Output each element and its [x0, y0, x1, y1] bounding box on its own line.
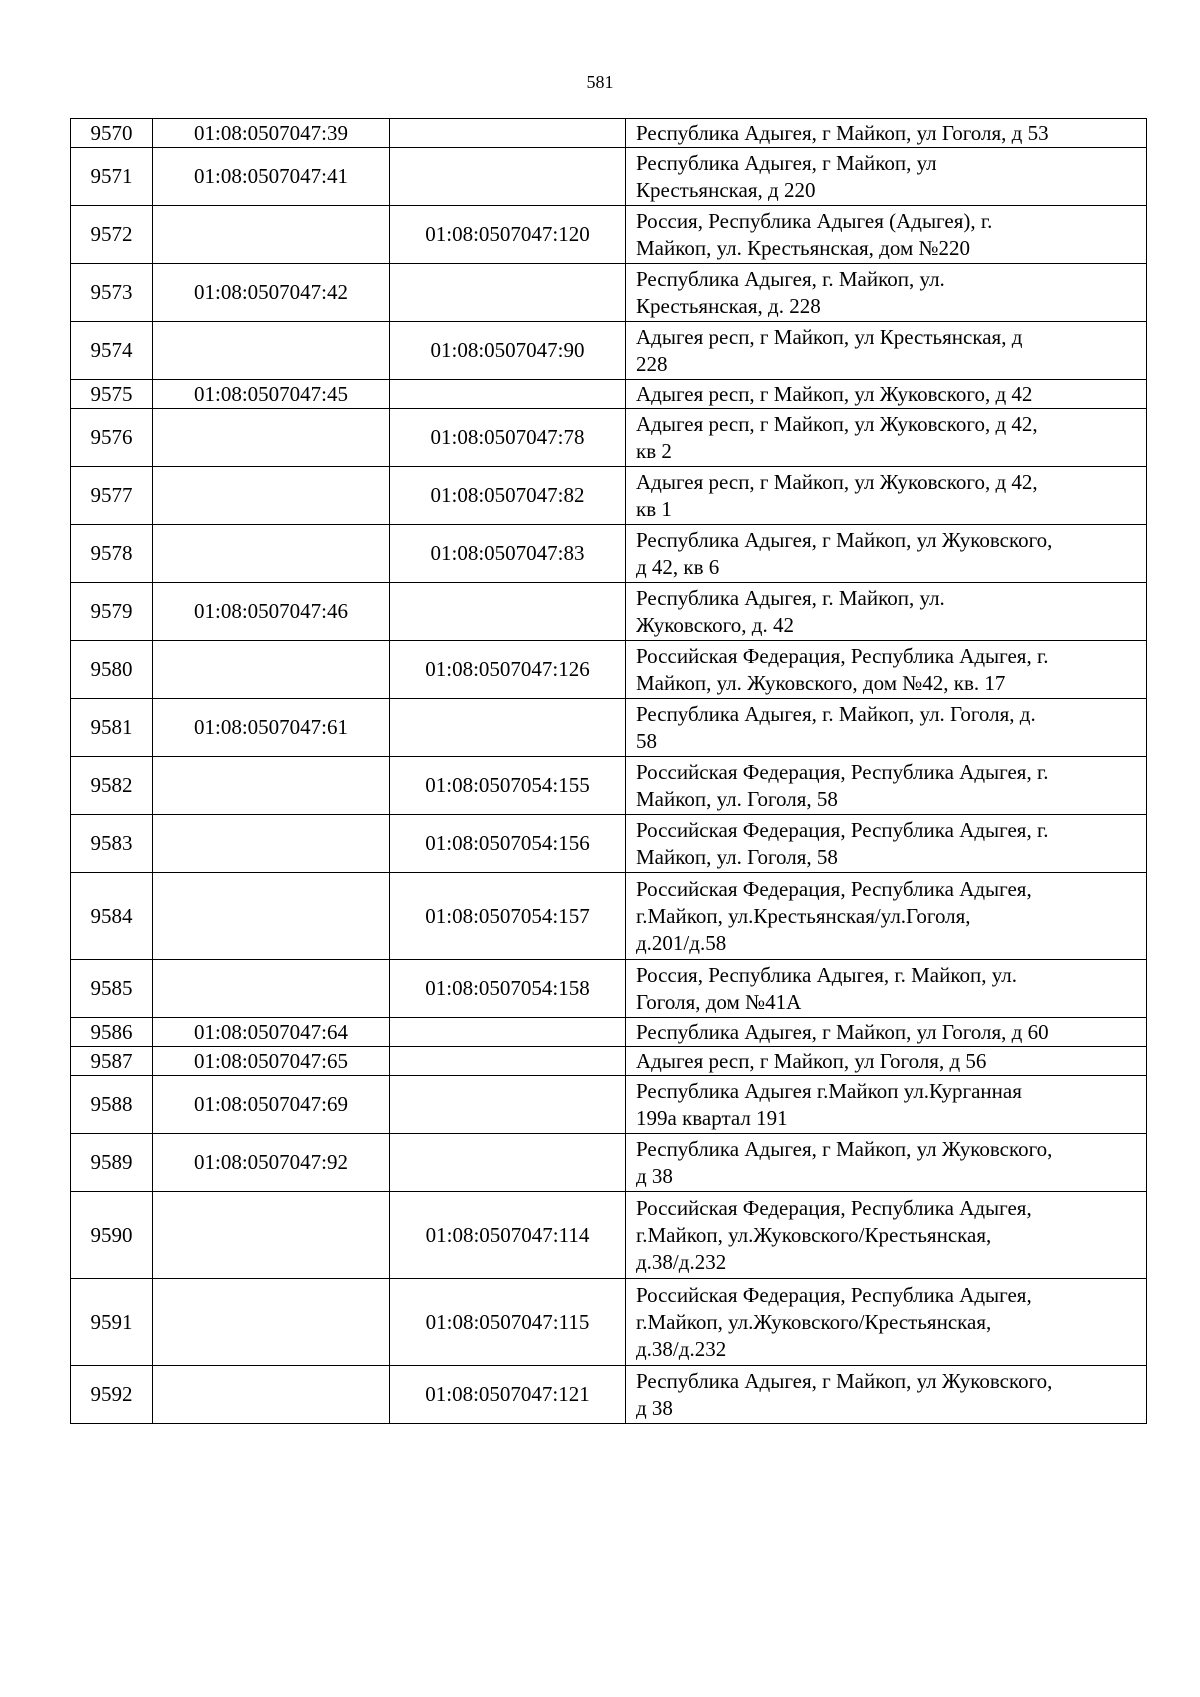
table-row	[71, 873, 1147, 960]
table-row	[71, 1134, 1147, 1192]
related-cadastral-number-cell	[390, 148, 626, 206]
cadastral-number-cell	[153, 815, 390, 873]
row-number-cell: 9584	[71, 873, 153, 960]
table-row	[71, 409, 1147, 467]
address-line: кв 2	[636, 438, 672, 463]
address-line: Россия, Республика Адыгея, г. Майкоп, ул.	[636, 962, 1018, 987]
cadastral-number-cell	[153, 960, 390, 1018]
related-cadastral-number-cell: 01:08:0507054:157	[390, 873, 626, 960]
address-line: д 38	[636, 1395, 673, 1420]
row-number-cell: 9575	[71, 380, 153, 409]
address-line: Майкоп, ул. Жуковского, дом №42, кв. 17	[636, 670, 1006, 695]
related-cadastral-number-cell	[390, 1134, 626, 1192]
cadastral-number-cell	[153, 1366, 390, 1424]
cadastral-number-cell: 01:08:0507047:45	[153, 380, 390, 409]
related-cadastral-number-cell: 01:08:0507047:90	[390, 322, 626, 380]
related-cadastral-number-cell: 01:08:0507047:78	[390, 409, 626, 467]
address-line: Адыгея респ, г Майкоп, ул Жуковского, д 42,	[636, 469, 1038, 494]
row-number-cell: 9592	[71, 1366, 153, 1424]
table-row	[71, 583, 1147, 641]
address-line: кв 1	[636, 496, 672, 521]
related-cadastral-number-cell	[390, 699, 626, 757]
cadastral-number-cell	[153, 206, 390, 264]
address-cell	[626, 1192, 1147, 1279]
row-number-cell: 9574	[71, 322, 153, 380]
table-row	[71, 525, 1147, 583]
table-row	[71, 322, 1147, 380]
address-cell	[626, 1047, 1147, 1076]
address-line: Российская Федерация, Республика Адыгея, г.	[636, 759, 1049, 784]
related-cadastral-number-cell	[390, 119, 626, 148]
cadastral-number-cell: 01:08:0507047:41	[153, 148, 390, 206]
row-number-cell: 9570	[71, 119, 153, 148]
address-line: Крестьянская, д. 228	[636, 293, 821, 318]
address-line: 228	[636, 351, 668, 376]
address-line: Республика Адыгея, г Майкоп, ул Жуковского,	[636, 1136, 1053, 1161]
row-number-cell: 9589	[71, 1134, 153, 1192]
address-line: Крестьянская, д 220	[636, 177, 816, 202]
related-cadastral-number-cell: 01:08:0507054:156	[390, 815, 626, 873]
address-line: Майкоп, ул. Крестьянская, дом №220	[636, 235, 971, 260]
table-row	[71, 699, 1147, 757]
cadastral-number-cell	[153, 1192, 390, 1279]
related-cadastral-number-cell: 01:08:0507054:155	[390, 757, 626, 815]
address-cell	[626, 206, 1147, 264]
address-cell	[626, 583, 1147, 641]
related-cadastral-number-cell: 01:08:0507054:158	[390, 960, 626, 1018]
address-line: Гоголя, дом №41А	[636, 989, 802, 1014]
address-line: д.201/д.58	[636, 930, 727, 955]
table-row	[71, 264, 1147, 322]
row-number-cell: 9588	[71, 1076, 153, 1134]
cadastral-number-cell: 01:08:0507047:46	[153, 583, 390, 641]
address-cell	[626, 815, 1147, 873]
address-line: Российская Федерация, Республика Адыгея, г.	[636, 643, 1049, 668]
address-line: Адыгея респ, г Майкоп, ул Жуковского, д 42,	[636, 411, 1038, 436]
related-cadastral-number-cell	[390, 583, 626, 641]
page-number: 581	[586, 72, 614, 92]
related-cadastral-number-cell	[390, 1018, 626, 1047]
address-cell	[626, 322, 1147, 380]
row-number-cell: 9585	[71, 960, 153, 1018]
related-cadastral-number-cell: 01:08:0507047:120	[390, 206, 626, 264]
table-row	[71, 380, 1147, 409]
row-number-cell: 9591	[71, 1279, 153, 1366]
address-line: Жуковского, д. 42	[636, 612, 794, 637]
address-cell	[626, 409, 1147, 467]
address-line: д 42, кв 6	[636, 554, 720, 579]
address-cell	[626, 380, 1147, 409]
address-cell	[626, 1279, 1147, 1366]
table-row	[71, 1366, 1147, 1424]
address-line: Республика Адыгея, г. Майкоп, ул.	[636, 585, 945, 610]
row-number-cell: 9582	[71, 757, 153, 815]
cadastral-number-cell	[153, 757, 390, 815]
table-row	[71, 1076, 1147, 1134]
table-row	[71, 757, 1147, 815]
address-cell	[626, 873, 1147, 960]
related-cadastral-number-cell	[390, 264, 626, 322]
row-number-cell: 9576	[71, 409, 153, 467]
table-row	[71, 1279, 1147, 1366]
address-cell	[626, 119, 1147, 148]
address-cell	[626, 960, 1147, 1018]
address-line: г.Майкоп, ул.Крестьянская/ул.Гоголя,	[636, 903, 971, 928]
address-cell	[626, 1018, 1147, 1047]
address-line: Майкоп, ул. Гоголя, 58	[636, 786, 838, 811]
cadastral-number-cell	[153, 525, 390, 583]
row-number-cell: 9587	[71, 1047, 153, 1076]
address-line: г.Майкоп, ул.Жуковского/Крестьянская,	[636, 1222, 992, 1247]
address-cell	[626, 1366, 1147, 1424]
address-line: Российская Федерация, Республика Адыгея,	[636, 1195, 1032, 1220]
address-line: Майкоп, ул. Гоголя, 58	[636, 844, 838, 869]
address-cell	[626, 264, 1147, 322]
table-row	[71, 960, 1147, 1018]
address-line: Адыгея респ, г Майкоп, ул Гоголя, д 56	[636, 1048, 987, 1073]
address-line: Российская Федерация, Республика Адыгея,	[636, 1282, 1032, 1307]
cadastral-number-cell: 01:08:0507047:42	[153, 264, 390, 322]
address-cell	[626, 1134, 1147, 1192]
related-cadastral-number-cell: 01:08:0507047:126	[390, 641, 626, 699]
cadastral-number-cell: 01:08:0507047:64	[153, 1018, 390, 1047]
row-number-cell: 9580	[71, 641, 153, 699]
cadastral-number-cell: 01:08:0507047:65	[153, 1047, 390, 1076]
related-cadastral-number-cell: 01:08:0507047:121	[390, 1366, 626, 1424]
related-cadastral-number-cell: 01:08:0507047:114	[390, 1192, 626, 1279]
address-cell	[626, 525, 1147, 583]
cadastral-number-cell	[153, 409, 390, 467]
address-line: Российская Федерация, Республика Адыгея,	[636, 876, 1032, 901]
address-line: Адыгея респ, г Майкоп, ул Крестьянская, д	[636, 324, 1023, 349]
address-line: Республика Адыгея, г. Майкоп, ул. Гоголя, д.	[636, 701, 1036, 726]
table-row	[71, 1047, 1147, 1076]
cadastral-number-cell	[153, 1279, 390, 1366]
address-line: Республика Адыгея г.Майкоп ул.Курганная	[636, 1078, 1022, 1103]
address-line: г.Майкоп, ул.Жуковского/Крестьянская,	[636, 1309, 992, 1334]
row-number-cell: 9586	[71, 1018, 153, 1047]
table-row	[71, 1018, 1147, 1047]
address-line: Адыгея респ, г Майкоп, ул Жуковского, д 42	[636, 381, 1033, 406]
row-number-cell: 9590	[71, 1192, 153, 1279]
row-number-cell: 9581	[71, 699, 153, 757]
address-line: Республика Адыгея, г Майкоп, ул Гоголя, д 53	[636, 120, 1049, 145]
table-row	[71, 815, 1147, 873]
related-cadastral-number-cell	[390, 1076, 626, 1134]
address-line: д.38/д.232	[636, 1336, 727, 1361]
related-cadastral-number-cell: 01:08:0507047:83	[390, 525, 626, 583]
cadastral-number-cell: 01:08:0507047:39	[153, 119, 390, 148]
related-cadastral-number-cell: 01:08:0507047:115	[390, 1279, 626, 1366]
row-number-cell: 9579	[71, 583, 153, 641]
address-cell	[626, 1076, 1147, 1134]
address-cell	[626, 699, 1147, 757]
address-cell	[626, 148, 1147, 206]
address-line: Республика Адыгея, г. Майкоп, ул.	[636, 266, 945, 291]
address-line: Российская Федерация, Республика Адыгея, г.	[636, 817, 1049, 842]
row-number-cell: 9572	[71, 206, 153, 264]
table-row	[71, 148, 1147, 206]
address-line: д 38	[636, 1163, 673, 1188]
address-line: Республика Адыгея, г Майкоп, ул Гоголя, д 60	[636, 1019, 1049, 1044]
related-cadastral-number-cell	[390, 380, 626, 409]
table-row	[71, 119, 1147, 148]
cadastral-number-cell	[153, 467, 390, 525]
row-number-cell: 9578	[71, 525, 153, 583]
cadastral-number-cell: 01:08:0507047:61	[153, 699, 390, 757]
address-line: Республика Адыгея, г Майкоп, ул Жуковского,	[636, 1368, 1053, 1393]
table-row	[71, 467, 1147, 525]
address-line: д.38/д.232	[636, 1249, 727, 1274]
address-line: 58	[636, 728, 657, 753]
table-row	[71, 641, 1147, 699]
table-row	[71, 1192, 1147, 1279]
cadastral-number-cell: 01:08:0507047:92	[153, 1134, 390, 1192]
address-line: Республика Адыгея, г Майкоп, ул Жуковского,	[636, 527, 1053, 552]
row-number-cell: 9573	[71, 264, 153, 322]
row-number-cell: 9571	[71, 148, 153, 206]
table-row	[71, 206, 1147, 264]
cadastral-number-cell	[153, 873, 390, 960]
cadastral-number-cell: 01:08:0507047:69	[153, 1076, 390, 1134]
address-line: Республика Адыгея, г Майкоп, ул	[636, 150, 937, 175]
cadastral-number-cell	[153, 322, 390, 380]
address-line: 199а квартал 191	[636, 1105, 788, 1130]
address-cell	[626, 467, 1147, 525]
address-line: Россия, Республика Адыгея (Адыгея), г.	[636, 208, 993, 233]
related-cadastral-number-cell	[390, 1047, 626, 1076]
registry-table	[70, 118, 1147, 1424]
cadastral-number-cell	[153, 641, 390, 699]
row-number-cell: 9583	[71, 815, 153, 873]
address-cell	[626, 757, 1147, 815]
related-cadastral-number-cell: 01:08:0507047:82	[390, 467, 626, 525]
address-cell	[626, 641, 1147, 699]
registry-table-body	[71, 119, 1147, 1424]
row-number-cell: 9577	[71, 467, 153, 525]
